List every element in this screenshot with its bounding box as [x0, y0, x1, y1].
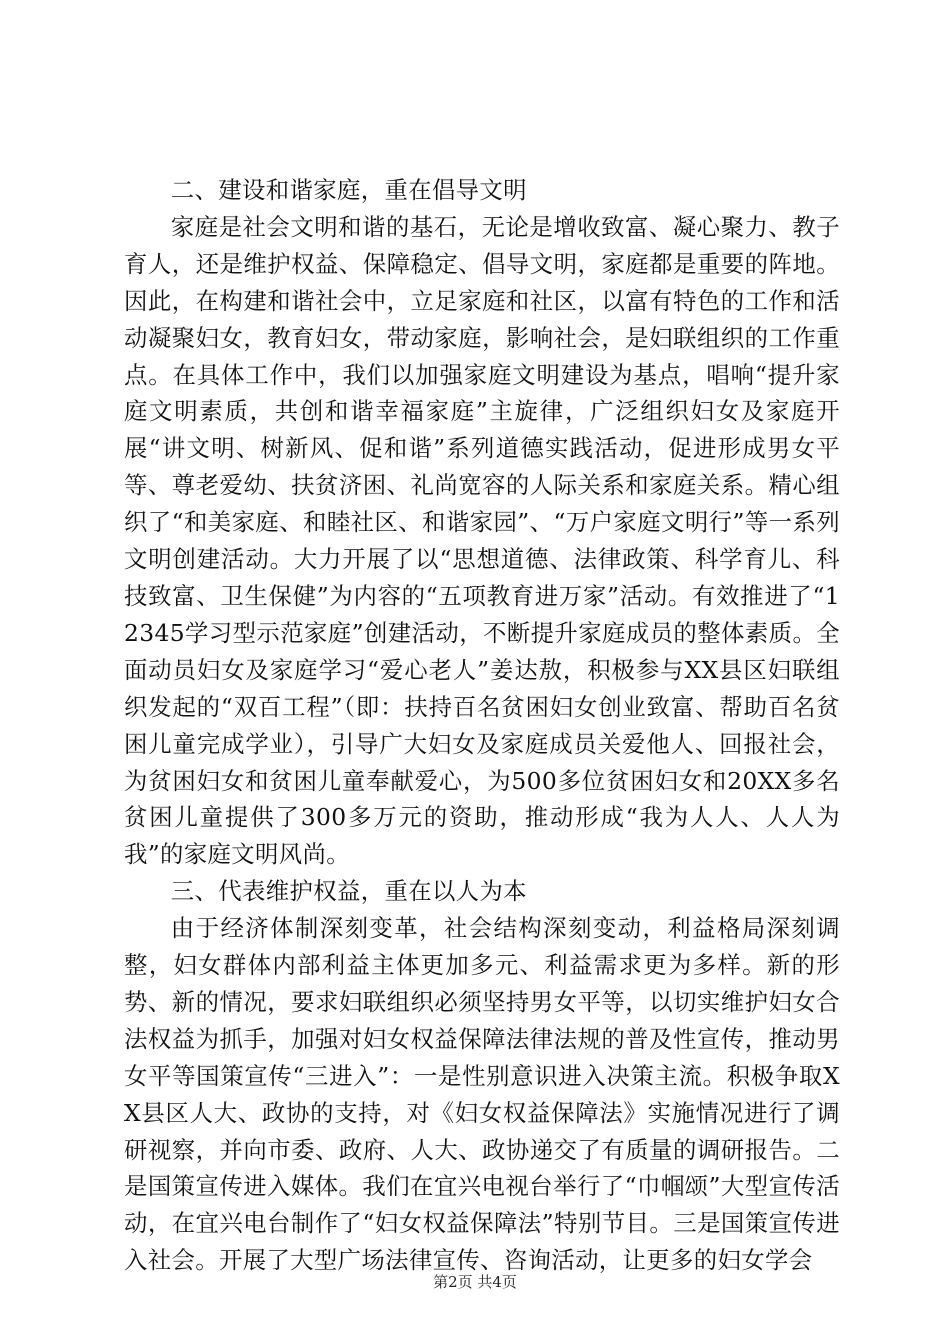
page-number-footer: 第2页 共4页 [433, 1273, 517, 1291]
section-paragraph-rights-protection: 由于经济体制深刻变革，社会结构深刻变动，利益格局深刻调整，妇女群体内部利益主体更加多元、利益需求更为多样。新的形势、新的情况，要求妇联组织必须坚持男女平等，以切实维护妇女合法权益为抓手，加强对妇女权益保障法律法规的普及性宣传，推动男女平等国策宣传“三进入”：一是性别意识进入决策主流。积极争取XX县区人大、政协的支持，对《妇女权益保障法》实施情况进行了调研视察，并向市委、政府、人大、政协递交了有质量的调研报告。二是国策宣传进入媒体。我们在宜兴电视台举行了“巾帼颂”大型宣传活动，在宜兴电台制作了“妇女权益保障法”特别节目。三是国策宣传进入社会。开展了大型广场法律宣传、咨询活动，让更多的妇女学会 [124, 914, 840, 1275]
document-body [124, 172, 840, 1279]
section-heading-harmonious-family: 二、建设和谐家庭，重在倡导文明 [170, 176, 527, 204]
section-paragraph-harmonious-family: 家庭是社会文明和谐的基石，无论是增收致富、凝心聚力、教子育人，还是维护权益、保障稳定、倡导文明，家庭都是重要的阵地。因此，在构建和谐社会中，立足家庭和社区，以富有特色的工作和活动凝聚妇女，教育妇女，带动家庭，影响社会，是妇联组织的工作重点。在具体工作中，我们以加强家庭文明建设为基点，唱响“提升家庭文明素质，共创和谐幸福家庭”主旋律，广泛组织妇女及家庭开展“讲文明、树新风、促和谐”系列道德实践活动，促进形成男女平等、尊老爱幼、扶贫济困、礼尚宽容的人际关系和家庭关系。精心组织了“和美家庭、和睦社区、和谐家园”、“万户家庭文明行”等一系列文明创建活动。大力开展了以“思想道德、法律政策、科学育儿、科技致富、卫生保健”为内容的“五项教育进万家”活动。有效推进了“12345学习型示范家庭”创建活动，不断提升家庭成员的整体素质。全面动员妇女及家庭学习“爱心老人”姜达敖，积极参与XX县区妇联组织发起的“双百工程”（即：扶持百名贫困妇女创业致富、帮助百名贫困儿童完成学业），引导广大妇女及家庭成员关爱他人、回报社会，为贫困妇女和贫困儿童奉献爱心，为500多位贫困妇女和20XX多名贫困儿童提供了300多万元的资助，推动形成“我为人人、人人为我”的家庭文明风尚。 [124, 212, 840, 869]
section-heading-rights-protection: 三、代表维护权益，重在以人为本 [170, 877, 527, 906]
